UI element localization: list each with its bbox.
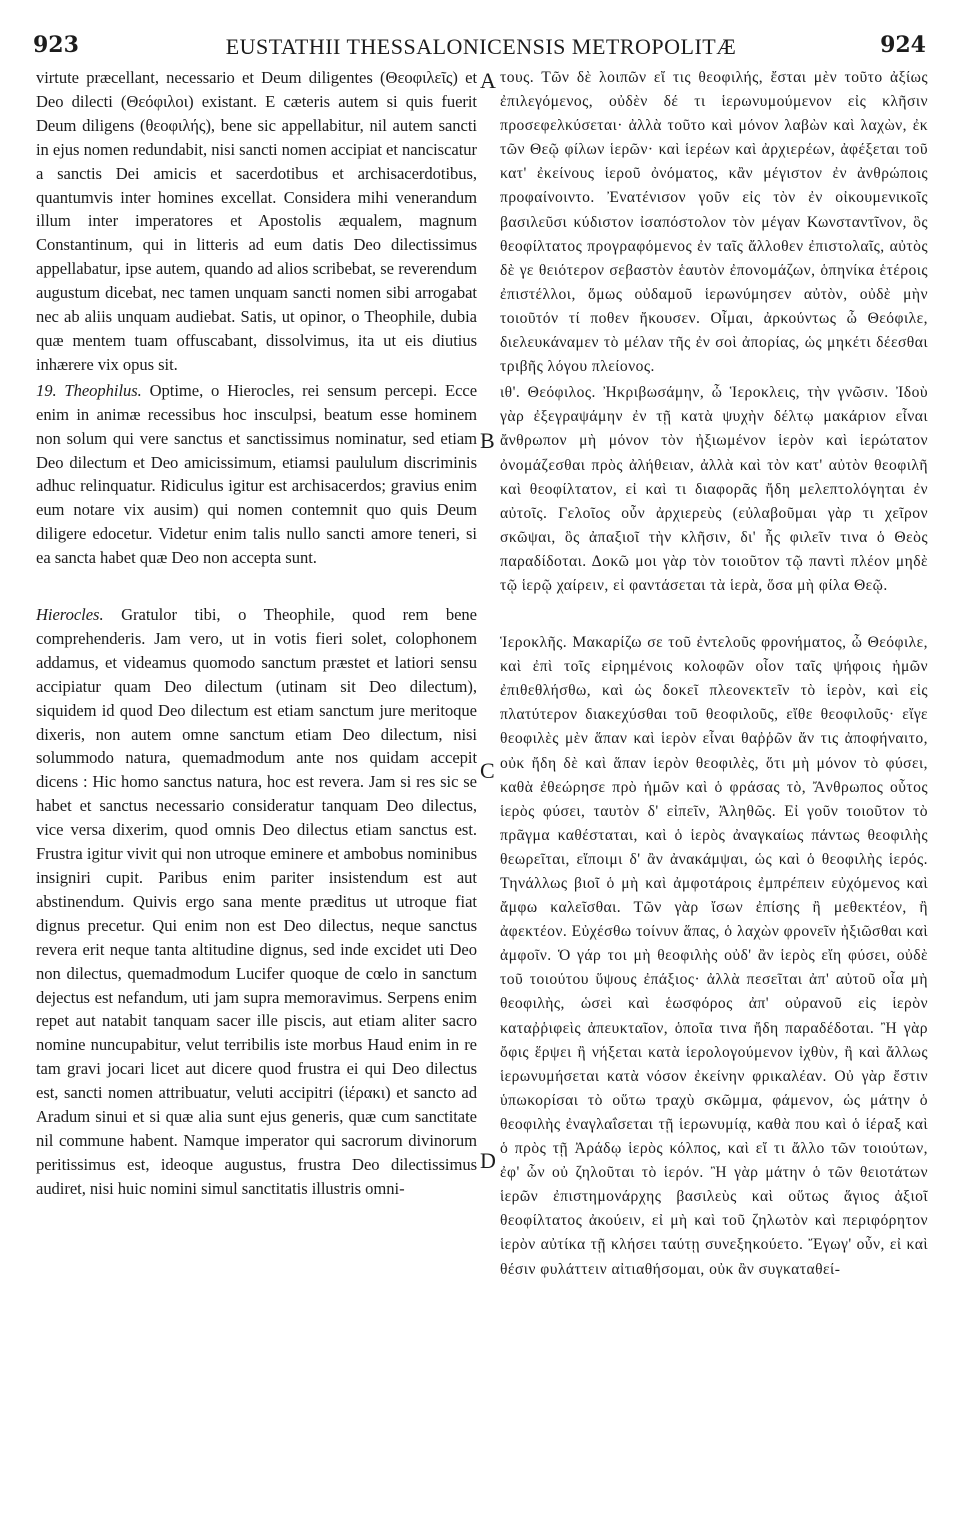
greek-paragraph-1: τους. Τῶν δὲ λοιπῶν εἴ τις θεοφιλής, ἔσται μὲν τοῦτο ἀξίως ἐπιλεγόμενος, οὐδὲν δέ τι ἱερωνυμούμενον εἰς κλῆσιν προσεφελκύσεται· ἀλλὰ τοῦτο καὶ μόνον λαβὼν καὶ λαχὼν, ἐκ τῶν Θεῷ φίλων ἱερῶν· καὶ ἱερέων καὶ ἀρχιερέων, ἀφέξεται τοῦ κατ' ἐκείνους ἱεροῦ ὀνόματος, κἂν μέγιστον ἐν ἀνθρώποις προφαίνοιντο. Ἐνατένισον γοῦν εἰς τὸν ἐν οἰκουμενικοῖς βασιλεῦσι κύδιστον ἰσαπόστολον τὸν μέγαν Κωνσταντῖνον, ὃς θεοφίλτατος προγραφόμενος ἐν ταῖς ἄλλοθεν ἐπιστολαῖς, αὐτὸς δὲ γε θειότερον σεβαστὸν ἑαυτὸν ἐπονομάζων, ὁπηνίκα ἑτέροις ἐπιστέλλοι, ὅμως οὐδαμοῦ ἱερωνύμησεν αὐτὸν, οὐδὲ μὴν τοιοῦτόν τί ποθεν ἤκουσεν. Οἶμαι, ἀρκούντως ὦ Θεόφιλε, διελευκάναμεν τὸ μέλαν τῆς ἐν σοὶ ἀπορίας, ὡς μηκέτι δέεσθαι τριβῆς λόγου πλείονος. bbox=[500, 69, 928, 376]
latin-paragraph-3 bbox=[36, 603, 477, 1201]
running-title: EUSTATHII THESSALONICENSIS METROPOLITÆ bbox=[225, 34, 737, 59]
latin-paragraph-2 bbox=[36, 379, 477, 570]
latin-column bbox=[36, 66, 477, 1201]
running-header bbox=[0, 32, 962, 62]
latin-paragraph-1: virtute præcellant, necessario et Deum diligentes (Θεοφιλεῖς) et Deo dilecti (Θεόφιλοι) existant. E cæteris autem si quis fuerit Deum diligens (θεοφιλής), bene sic appellabitur, nil autem sancti in ejus nomen redundabit, nisi sancti nomen accipiat et nanciscatur a sanctis Dei amicis et sacerdotibus et archisacerdotibus, quantumvis inter homines excellat. Considera mihi venerandum illum inter imperatores et Apostolis æqualem, magnum Constantinum, qui in litteris ad eum datis Deo dilectissimus appellabatur, ipse autem, quando ad alios scribebat, se reverendum augustum dicebat, nec tamen unquam sancti nomen sibi arrogabat nec ab aliis unquam audiebat. Satis, ut opinor, o Theophile, dubia quæ mentem tuam offuscabant, dissolvimus, ita ut eis diutius inhærere vix opus sit. bbox=[36, 68, 477, 374]
latin-speaker-hierocles: Hierocles. bbox=[36, 605, 104, 625]
page-number-right: 924 bbox=[880, 32, 926, 58]
greek-paragraph-2: ιθ'. Θεόφιλος. Ἠκριβωσάμην, ὦ Ἱεροκλεις, τὴν γνῶσιν. Ἰδοὺ γὰρ ἐξεγραψάμην ἐν τῇ κατὰ ψυχὴν δέλτῳ μακάριον εἶναι ἄνθρωπον μὴ μόνον τὸν ἠξιωμένον ἱερὸν καὶ ἱερώτατον ὀνομάζεσθαι πρὸς ἀλήθειαν, ἀλλὰ καὶ τὸν κατ' αὐτὸν θεοφιλῆ καὶ θεοφίλτατον, εἰ καὶ τι διαφορᾶς ἤδη μελεπτολόγηται ἐν αὐτοῖς. Γελοῖος οὖν ἀρχιερεὺς (εὐλαβοῦμαι γὰρ τι χεῖρον σκῶψαι, ὃς ἀπαξιοῖ τὴν κλῆσιν, δι' ἧς φιλεῖν τινα ὁ Θεὸς παραδίδοται. Δοκῶ μοι γὰρ τὸν τοιοῦτον τῷ παντὶ πλέον μηδὲ τῷ ἱερῷ χαίρειν, εἰ φαντάσεται τὰ ἱερὰ, ὅσα μὴ φίλα Θεῷ. bbox=[500, 384, 928, 594]
margin-marker-c: C bbox=[480, 758, 495, 783]
latin-paragraph-3-text: Gratulor tibi, o Theophile, quod rem bene comprehenderis. Jam vero, ut in votis fieri solet, colophonem addamus, et videamus quomodo sanctum præstet et latiori sensu accipiatur quam Deo dilectum (utinam sit Deo dilectum), siquidem id quod Deo dilectum est etiam sanctum jure meritoque dixeris, non autem omne sanctum etiam Deo dilectum, nisi solummodo natura, quemadmodum ante nos quidam accepit dicens : Hic homo sanctus natura, hoc est revera. Jam si res sic se habet et sanctus necessario consideratur tanquam Deo dilectus, vice versa dixerim, quod omnis Deo dilectus etiam sanctus est. Frustra igitur vivit qui non utroque eminere et ambobus nominibus insigniri cupit. Paribus enim pariter insistendum est aut abstinendum. Quivis ergo sana mente præditus ut utroque fiat dignus precetur. Qui enim non est Deo dilectus, neque sanctus revera erit neque tanta altitudine dignus, sed inde excidet uti Deo non dilectus, quemadmodum Lucifer quoque de cœlo in sanctum dejectus est nefandum, uti jam supra memoravimus. Serpens enim repet aut natabit tanquam sacer ille piscis, aut etiam aliter sacro nomine nuncupabitur, velut terribilis iste morbus Haud enim in re tam gravi jocari licet aut dicere quod frustra ei qui Deo dilectus est, sancti nomen attribuatur, veluti accipitri (ἱέρακι) et sancto ad Aradum sinui et si quæ alia sunt ejus generis, quæ cum sanctitate nil commune habent. Namque imperator qui sacrorum divinorum peritissimus est, ideoque augustus, frustra Deo dilectissimus audiret, nisi huic nomini simul sanctitatis illustris omni- bbox=[36, 605, 477, 1198]
margin-marker-a: A bbox=[480, 68, 496, 93]
page-number-left: 923 bbox=[33, 32, 79, 58]
margin-marker-d: D bbox=[480, 1148, 496, 1173]
latin-speaker-theophilus: 19. Theophilus. bbox=[36, 380, 142, 400]
margin-marker-b: B bbox=[480, 428, 495, 453]
greek-paragraph-3: Ἱεροκλῆς. Μακαρίζω σε τοῦ ἐντελοῦς φρονήματος, ὦ Θεόφιλε, καὶ ἐπὶ τοῖς εἰρημένοις κολοφῶν οἷον ταῖς ψήφοις ἡμῶν ἐπιθεθλήσθω, καὶ ὡς δοκεῖ πλεονεκτεῖν τὸ ἱερὸν, καὶ εἰς πλατύτερον διακεχύσθαι τοῦ θεοφιλοῦς, εἴθε θεοφιλοῦς· εἴγε θεοφιλὲς μὲν ἅπαν καὶ ἱερὸν εἶναι θαῤῥῶν ἄν τις ἀποφήναιτο, οὐκ ἤδη δὲ καὶ ἅπαν ἱερὸν θεοφιλὲς, ὅτι μὴ μόνον τὸ φύσει, καθὰ ἐθεώρησε πρὸ ἡμῶν καὶ ὁ φράσας τὸ, Ἄνθρωπος οὗτος ἱερὸς φύσει, ταυτὸν δ' εἰπεῖν, Ἀληθῶς. Εἰ γοῦν τοιοῦτον τὸ πρᾶγμα καθέσταται, καὶ ὁ ἱερὸς ἀναγκαίως πάντως θεοφιλὴς θεωρεῖται, εἴποιμι δ' ἂν ἀνακάμψαι, ὡς καὶ ὁ θεοφιλὴς ἱερός. Τηνάλλως βιοῖ ὁ μὴ καὶ ἀμφοτάροις ἐμπρέπειν εὐχόμενος καὶ ἄμφω καλεῖσθαι. Τῶν γὰρ ἴσων ἐπίσης ἢ μεθεκτέον, ἢ ἀφεκτέον. Εὐχέσθω τοίνυν ἅπας, ὁ λαχὼν φρονεῖν ἠξιῶσθαι καὶ ἀμφοῖν. Ὁ γάρ τοι μὴ θεοφιλὴς οὐδ' ἂν ἱερὸς εἴη φύσει, οὐδὲ τοῦ τοιούτου ὕψους ἐπάξιος· ἀλλὰ πεσεῖται ἀπ' αὐτοῦ οἷα μὴ θεοφιλὴς, ὡσεὶ καὶ ἑωσφόρος ἀπ' οὐρανοῦ εἰς ἱερὸν καταῤῥιφεὶς ἀπευκταῖον, ὁποῖα τινα ἤδη παραδέδοται. Ἢ γὰρ ὄφις ἕρψει ἢ νήξεται κατὰ ἱερολογούμενον ἰχθὺν, ἢ καὶ ἄλλως ἱερωνυμήσεται κατὰ νόσον ἐκείνην φρικαλέαν. Οὐ γὰρ ἔστιν ὑπωκορίσαι τὸ οὕτω τραχὺ σκῶμμα, φάμενον, ὡς μάτην ὁ θεοφιλὴς ἐναγλαΐσεται τῇ ἱερωνυμίᾳ, καθὰ που καὶ ὁ ἱέραξ καὶ ὁ πρὸς τῇ Ἀράδῳ ἱερὸς κόλπος, καὶ εἴ τι ἄλλο τῶν τοιούτων, ἐφ' ὧν οὐ ζηλοῦται τὸ ἱερόν. Ἢ γὰρ μάτην ὁ τῶν θειοτάτων ἱερῶν ἐπιστημονάρχης βασιλεὺς καὶ οὕτως ἅγιος ἀξιοῖ θεοφίλτατος ἀκούειν, εἰ μὴ καὶ τοῦ ζηλωτὸν καὶ περιφόρητον ἱερὸν αὐτίκα τῇ κλήσει ταύτῃ συνεξηκούετο. Ἔγωγ' οὖν, εἰ καὶ θέσιν φυλάττειν αἰτιαθήσομαι, οὐκ ἂν συγκαταθεί- bbox=[500, 634, 928, 1278]
greek-column bbox=[500, 66, 928, 1282]
latin-paragraph-2-text: Optime, o Hierocles, rei sensum percepi. Ecce enim in animæ recessibus hoc insculpsi, beatum esse hominem non solum qui vere sanctus et sanctissimus nominatur, sed etiam Deo dilectum et Deo amicissimum, etiamsi paululum discriminis adhuc relinquatur. Ridiculus igitur est archisacerdos; gravius enim eum notare vix ausim) qui nomen contemnit quo quis Deum diligere edocetur. Videtur enim talis nullo sancti amore teneri, si ea sancta habet quæ Deo non accepta sunt. bbox=[36, 380, 478, 568]
